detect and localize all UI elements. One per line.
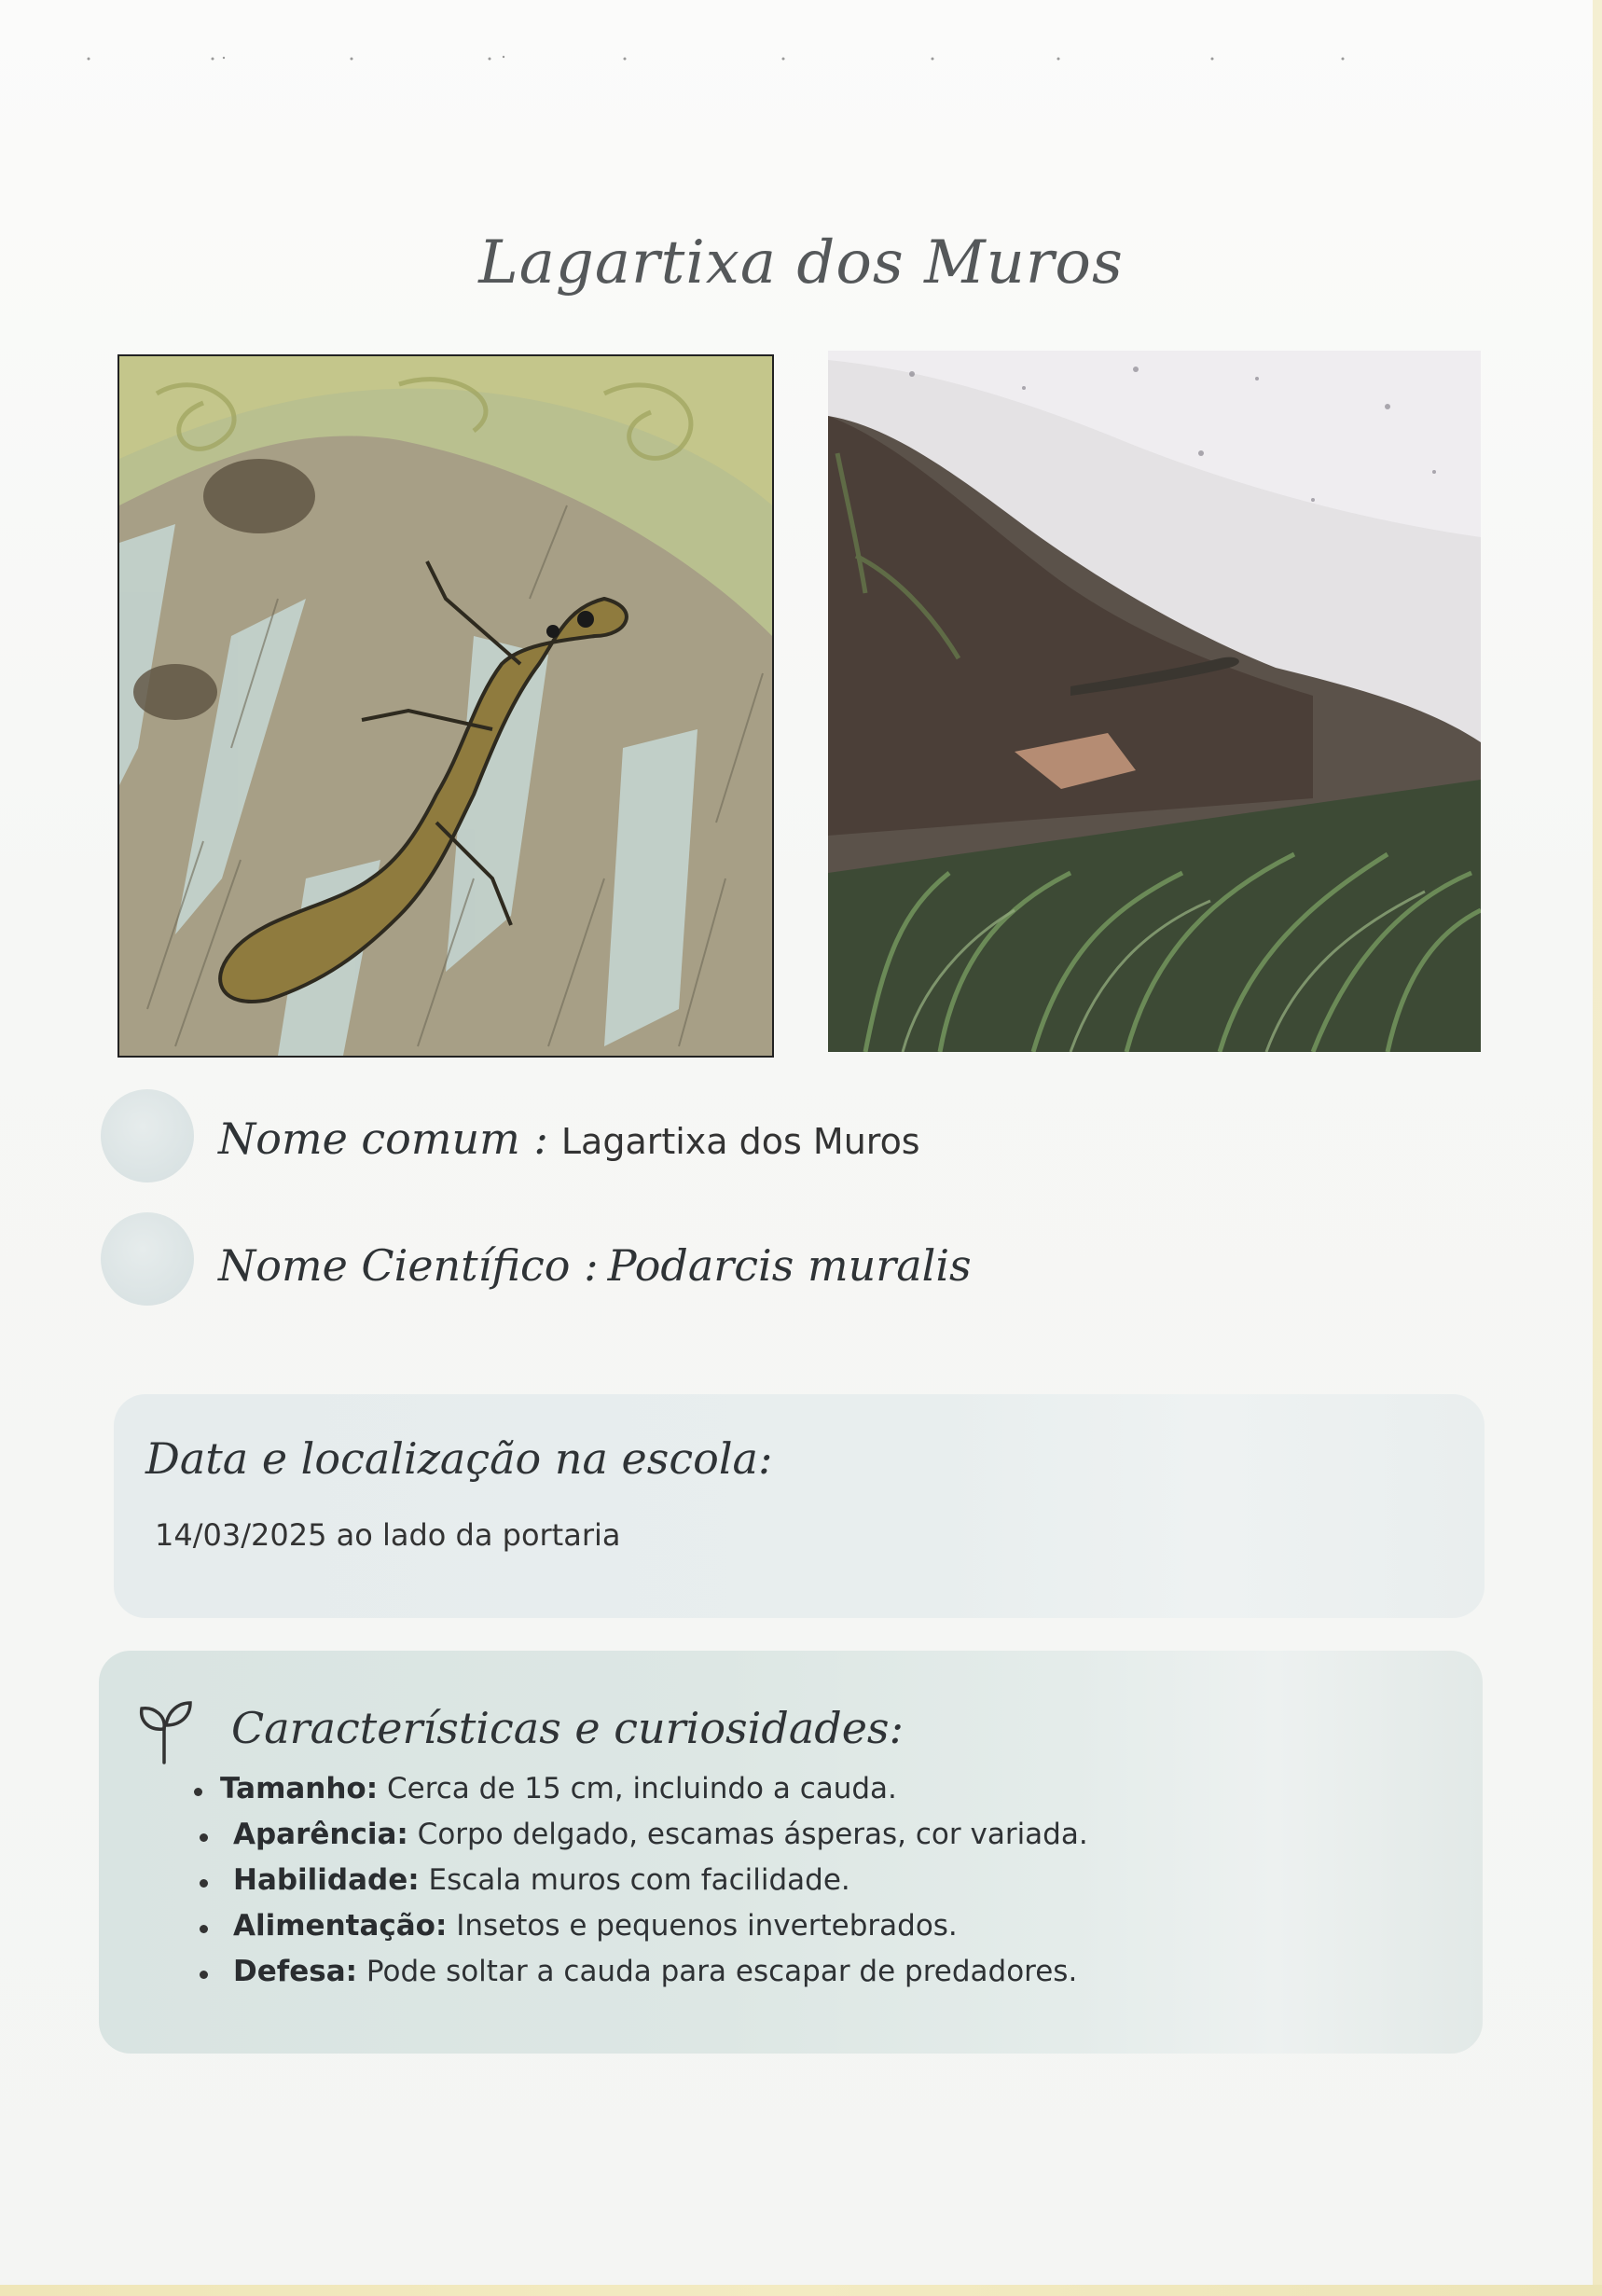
scientific-name-row [101, 1212, 1313, 1306]
characteristics-box [99, 1651, 1483, 2054]
date-location-heading: Data e localização na escola: [145, 1433, 773, 1484]
lizard-drawing [117, 354, 774, 1058]
sprout-icon [138, 1699, 194, 1764]
scientific-name-label: Nome Científico : [218, 1240, 599, 1291]
date-location-text: 14/03/2025 ao lado da portaria [155, 1517, 621, 1553]
common-name-value: Lagartixa dos Muros [560, 1121, 920, 1162]
list-item: Habilidade: Escala muros com facilidade. [188, 1863, 1088, 1909]
scientific-name-value: Podarcis muralis [607, 1240, 972, 1291]
common-name-row [101, 1089, 1313, 1183]
characteristics-list [188, 1772, 1088, 2000]
bullet-bubble [101, 1089, 194, 1183]
paper-edge [0, 2285, 1602, 2296]
lizard-photo [828, 351, 1481, 1052]
date-location-box [114, 1394, 1485, 1618]
characteristics-heading: Características e curiosidades: [231, 1703, 905, 1753]
list-item: Defesa: Pode soltar a cauda para escapar de predadores. [188, 1955, 1088, 2000]
common-name-label: Nome comum : [218, 1113, 548, 1164]
scan-dots [0, 54, 1602, 63]
list-item: Alimentação: Insetos e pequenos invertebrados. [188, 1909, 1088, 1955]
list-item: Tamanho: Cerca de 15 cm, incluindo a cauda. [188, 1772, 1088, 1818]
paper-edge [1593, 0, 1602, 2296]
page-title: Lagartixa dos Muros [478, 228, 1124, 297]
list-item: Aparência: Corpo delgado, escamas ásperas, cor variada. [188, 1818, 1088, 1863]
bullet-bubble [101, 1212, 194, 1306]
